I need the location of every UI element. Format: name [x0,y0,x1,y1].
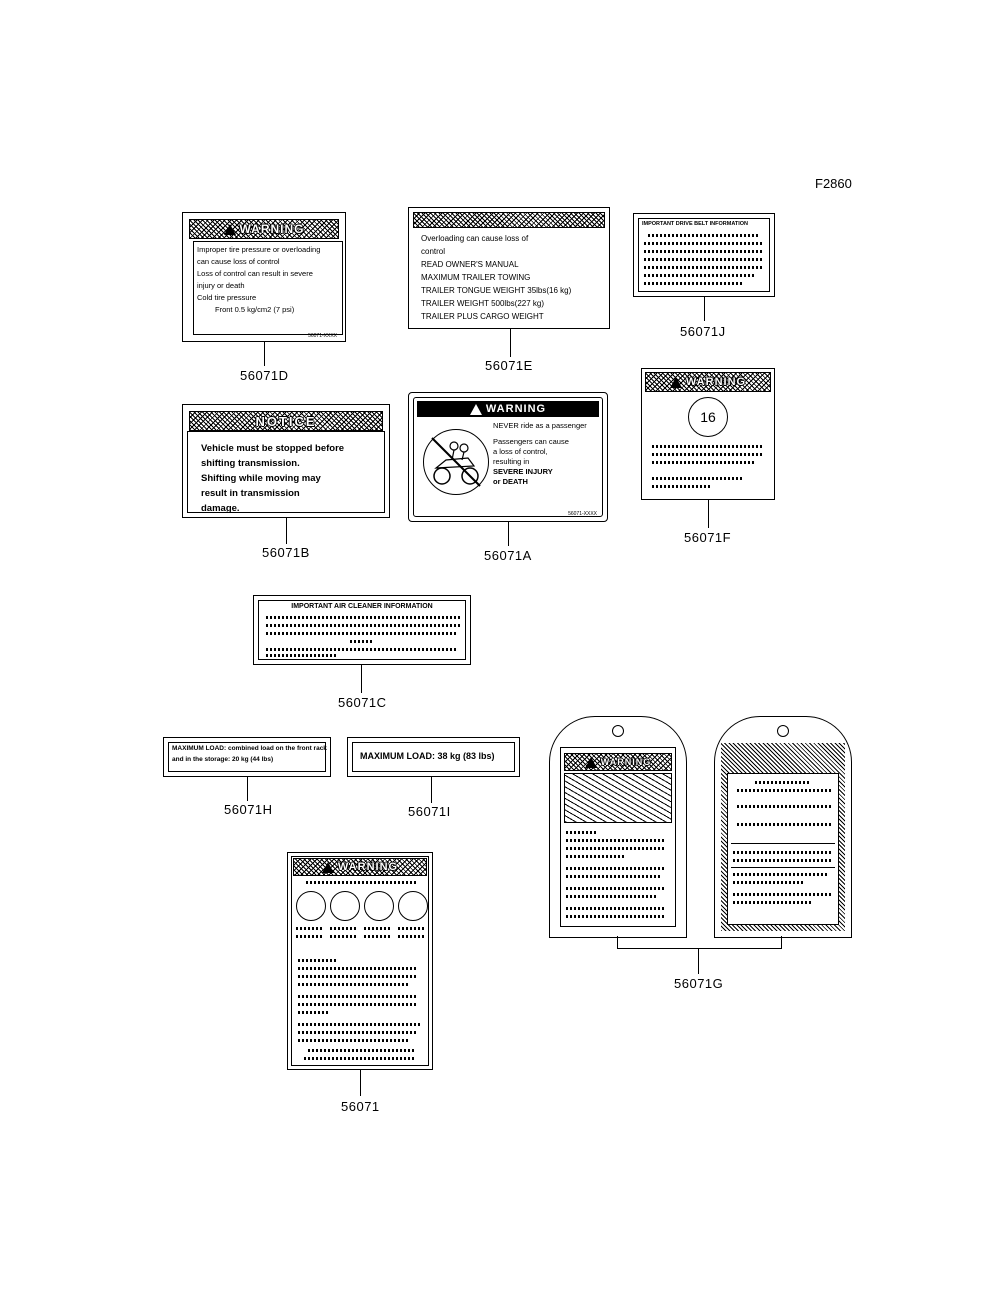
header-text: WARNING [337,861,399,873]
text-line [644,282,744,285]
part-number-print: 56071-XXXX [568,511,597,517]
text-line [737,789,831,792]
text-line [566,847,666,850]
text-line [330,935,358,938]
header-text: WARNING [685,376,747,388]
label-line: injury or death [197,281,245,290]
label-56071[interactable] [287,852,433,1070]
text-line [566,907,666,910]
warning-triangle-icon [670,377,682,388]
text-line [298,1039,408,1042]
text-line [648,234,760,237]
leader-line [360,1070,361,1096]
warning-header-band [564,753,672,771]
text-line [266,616,460,619]
callout-56071C[interactable]: 56071C [338,695,387,710]
label-56071H[interactable] [163,737,331,777]
atv-riders-icon [424,430,488,494]
label-56071I[interactable] [347,737,520,777]
leader-line [698,948,699,974]
divider-line [731,843,835,844]
header-text: WARNING [600,757,652,767]
text-line [304,1057,416,1060]
header-text: NOTICE [255,413,317,429]
part-number-print: 56071-XXXX [308,333,337,339]
callout-56071D[interactable]: 56071D [240,368,289,383]
label-line: or DEATH [493,477,528,486]
text-line [737,823,831,826]
leader-line [708,500,709,528]
hatched-header-band [413,212,605,228]
figure-code: F2860 [815,176,852,191]
bracket-line [617,948,782,949]
text-line [296,935,324,938]
text-line [298,983,408,986]
pictogram-icon [364,891,394,921]
header-text: IMPORTANT DRIVE BELT INFORMATION [642,221,749,227]
text-line [298,1023,420,1026]
text-line [644,242,762,245]
text-line [298,1011,328,1014]
text-line [566,839,666,842]
label-line: shifting transmission. [201,458,300,469]
hang-hole [777,725,789,737]
warning-triangle-icon [224,224,236,235]
text-line [566,887,666,890]
warning-header-band [417,401,599,417]
label-line: Improper tire pressure or overloading [197,245,321,254]
label-line: READ OWNER'S MANUAL [421,260,519,269]
leader-line [510,329,511,357]
pictogram-icon [296,891,326,921]
text-line [652,477,744,480]
label-line: TRAILER WEIGHT 500lbs(227 kg) [421,299,545,308]
text-line [652,453,764,456]
label-line: MAXIMUM LOAD: 38 kg (83 lbs) [360,751,495,761]
text-line [364,935,392,938]
text-line [733,893,833,896]
age-number: 16 [700,409,716,425]
warning-triangle-icon [322,862,334,873]
callout-56071[interactable]: 56071 [341,1099,380,1114]
label-line: Vehicle must be stopped before [201,443,345,454]
leader-line [247,777,248,801]
pictogram-icon [398,891,428,921]
text-line [755,781,811,784]
text-line [298,1031,416,1034]
text-line [266,654,336,657]
label-56071C[interactable] [253,595,471,665]
warning-header-band [645,372,771,392]
leader-line [431,777,432,803]
callout-56071B[interactable]: 56071B [262,545,310,560]
text-line [733,901,813,904]
label-56071B[interactable] [182,404,390,518]
text-line [296,927,324,930]
label-line: Passengers can cause [493,437,569,446]
hang-hole [612,725,624,737]
label-line: damage. [201,503,240,514]
text-line [330,927,358,930]
header-text: IMPORTANT AIR CLEANER INFORMATION [291,603,433,610]
text-line [566,875,662,878]
callout-56071G[interactable]: 56071G [674,976,724,991]
text-line [652,461,756,464]
text-line [308,1049,414,1052]
text-line [652,485,712,488]
leader-line [704,297,705,321]
label-56071J[interactable] [633,213,775,297]
divider-line [731,867,835,868]
inner-frame [638,218,770,292]
text-line [644,250,762,253]
leader-line [264,342,265,366]
text-line [566,915,666,918]
callout-56071I[interactable]: 56071I [408,804,451,819]
label-56071A[interactable] [408,392,608,522]
text-line [644,274,754,277]
text-line [398,927,426,930]
callout-56071E[interactable]: 56071E [485,358,533,373]
text-line [566,867,666,870]
text-line [298,975,418,978]
text-line [298,995,418,998]
text-line [266,648,456,651]
text-line [733,873,829,876]
text-line [364,927,392,930]
label-line: MAXIMUM TRAILER TOWING [421,273,531,282]
label-line: TRAILER PLUS CARGO WEIGHT [421,312,544,321]
label-56071D[interactable] [182,212,346,342]
text-line [298,967,418,970]
label-line: can cause loss of control [197,257,280,266]
text-line [306,881,416,884]
warning-header-band [293,858,427,876]
text-line [350,640,374,643]
bracket-line [781,936,782,948]
notice-header-band [189,411,383,431]
text-line [266,632,456,635]
label-line: Shifting while moving may [201,473,321,484]
text-line [566,855,626,858]
leader-line [286,518,287,544]
hang-tag-back[interactable] [714,716,852,938]
label-line: a loss of control, [493,447,548,456]
text-line [733,881,803,884]
pictogram-panel [564,773,672,823]
label-line: and in the storage: 20 kg (44 lbs) [172,756,274,763]
callout-56071A[interactable]: 56071A [484,548,532,563]
text-line [298,959,338,962]
label-line: Loss of control can result in severe [197,269,313,278]
leader-line [361,665,362,693]
warning-triangle-icon [470,404,482,415]
label-56071E[interactable] [408,207,610,329]
text-line [644,266,762,269]
label-line: NEVER ride as a passenger [493,421,587,430]
text-line [298,1003,416,1006]
label-line: TRAILER TONGUE WEIGHT 35lbs(16 kg) [421,286,572,295]
label-56071F[interactable] [641,368,775,500]
label-line: control [421,247,446,256]
text-line [737,805,831,808]
label-line: result in transmission [201,488,300,499]
callout-56071J[interactable]: 56071J [680,324,726,339]
label-line: Cold tire pressure [197,293,257,302]
text-line [733,859,833,862]
text-line [566,831,596,834]
warning-triangle-icon [585,757,597,768]
hang-tag-front[interactable] [549,716,687,938]
header-text: WARNING [485,403,547,415]
bracket-line [617,936,618,948]
pictogram-icon [330,891,360,921]
passenger-pictogram-icon [423,429,489,495]
warning-header-band [189,219,339,239]
callout-56071H[interactable]: 56071H [224,802,273,817]
label-line: resulting in [493,457,530,466]
label-line: Front 0.5 kg/cm2 (7 psi) [215,305,295,314]
header-text: WARNING [239,222,305,236]
text-line [566,895,656,898]
text-line [398,935,426,938]
text-line [266,624,460,627]
label-line: SEVERE INJURY [493,467,553,476]
text-line [652,445,764,448]
text-line [733,851,833,854]
text-line [644,258,762,261]
label-line: MAXIMUM LOAD: combined load on the front rack [172,745,327,752]
callout-56071F[interactable]: 56071F [684,530,732,545]
label-line: Overloading can cause loss of [421,234,529,243]
leader-line [508,522,509,546]
age-16-badge [688,397,728,437]
